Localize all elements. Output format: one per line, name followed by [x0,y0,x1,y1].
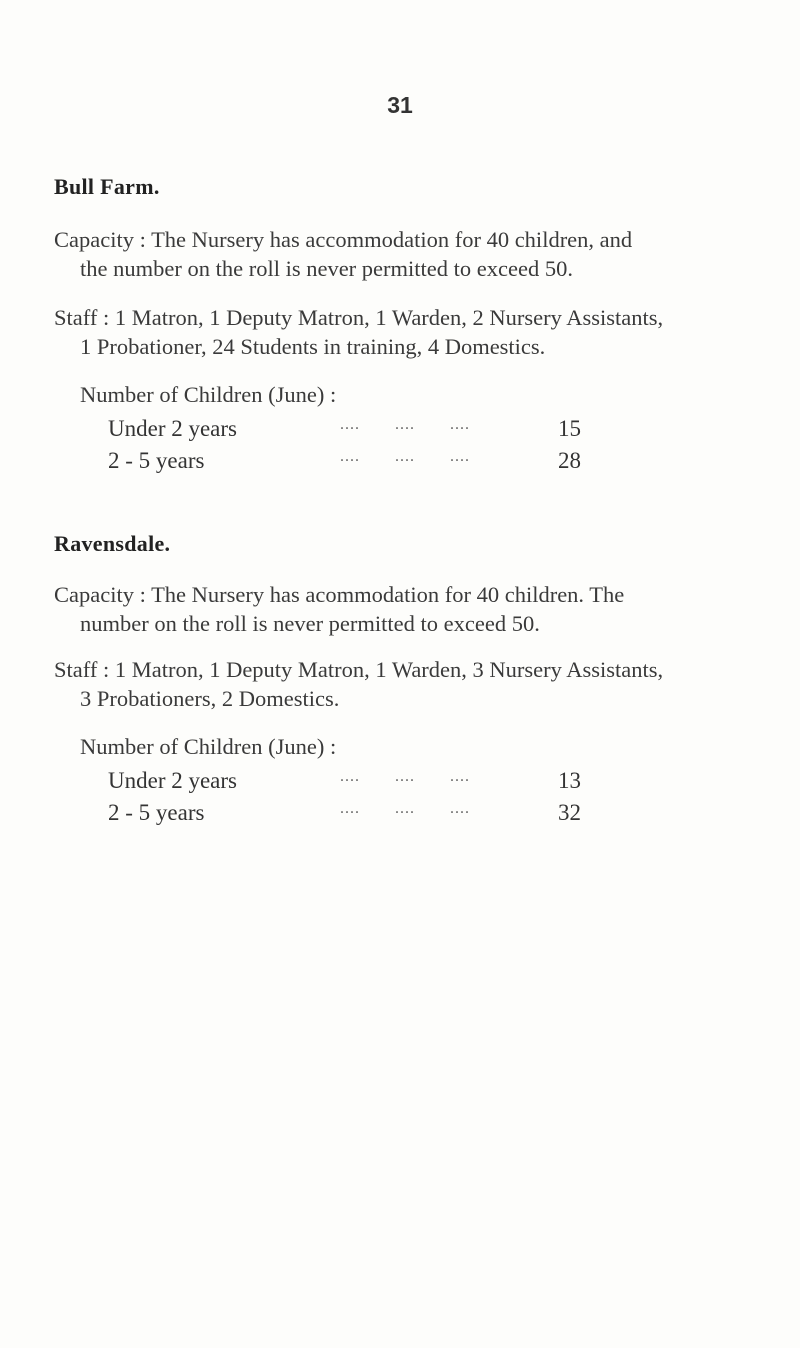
children-row [108,800,608,830]
dot-leaders: .... .... .... [340,768,470,785]
child-count: 28 [558,448,581,473]
staff-line: Staff : 1 Matron, 1 Deputy Matron, 1 Warden, 3 Nursery Assistants, [54,657,664,682]
age-group: 2 - 5 years [108,800,205,825]
page-number: 31 [387,92,413,118]
children-count-label: Number of Children (June) : [80,382,337,407]
capacity-paragraph [54,580,754,638]
child-count: 32 [558,800,581,825]
age-group: 2 - 5 years [108,448,205,473]
capacity-line: Capacity : The Nursery has acommodation for 40 children. The [54,582,625,607]
children-row [108,768,608,798]
section-heading: Bull Farm. [54,174,160,199]
children-row [108,416,608,446]
child-count: 13 [558,768,581,793]
children-count-label: Number of Children (June) : [80,734,337,759]
children-row [108,448,608,478]
staff-line: 1 Probationer, 24 Students in training, 4 Domestics. [80,334,546,359]
staff-paragraph [54,303,754,361]
capacity-paragraph [54,225,754,283]
dot-leaders: .... .... .... [340,448,470,465]
dot-leaders: .... .... .... [340,800,470,817]
age-group: Under 2 years [108,768,238,793]
capacity-line: the number on the roll is never permitted to exceed 50. [80,256,573,281]
staff-paragraph [54,655,754,713]
dot-leaders: .... .... .... [340,416,470,433]
staff-line: 3 Probationers, 2 Domestics. [80,686,340,711]
child-count: 15 [558,416,581,441]
staff-line: Staff : 1 Matron, 1 Deputy Matron, 1 Warden, 2 Nursery Assistants, [54,305,664,330]
capacity-line: number on the roll is never permitted to exceed 50. [80,611,540,636]
age-group: Under 2 years [108,416,238,441]
section-heading: Ravensdale. [54,531,171,556]
capacity-line: Capacity : The Nursery has accommodation for 40 children, and [54,227,633,252]
